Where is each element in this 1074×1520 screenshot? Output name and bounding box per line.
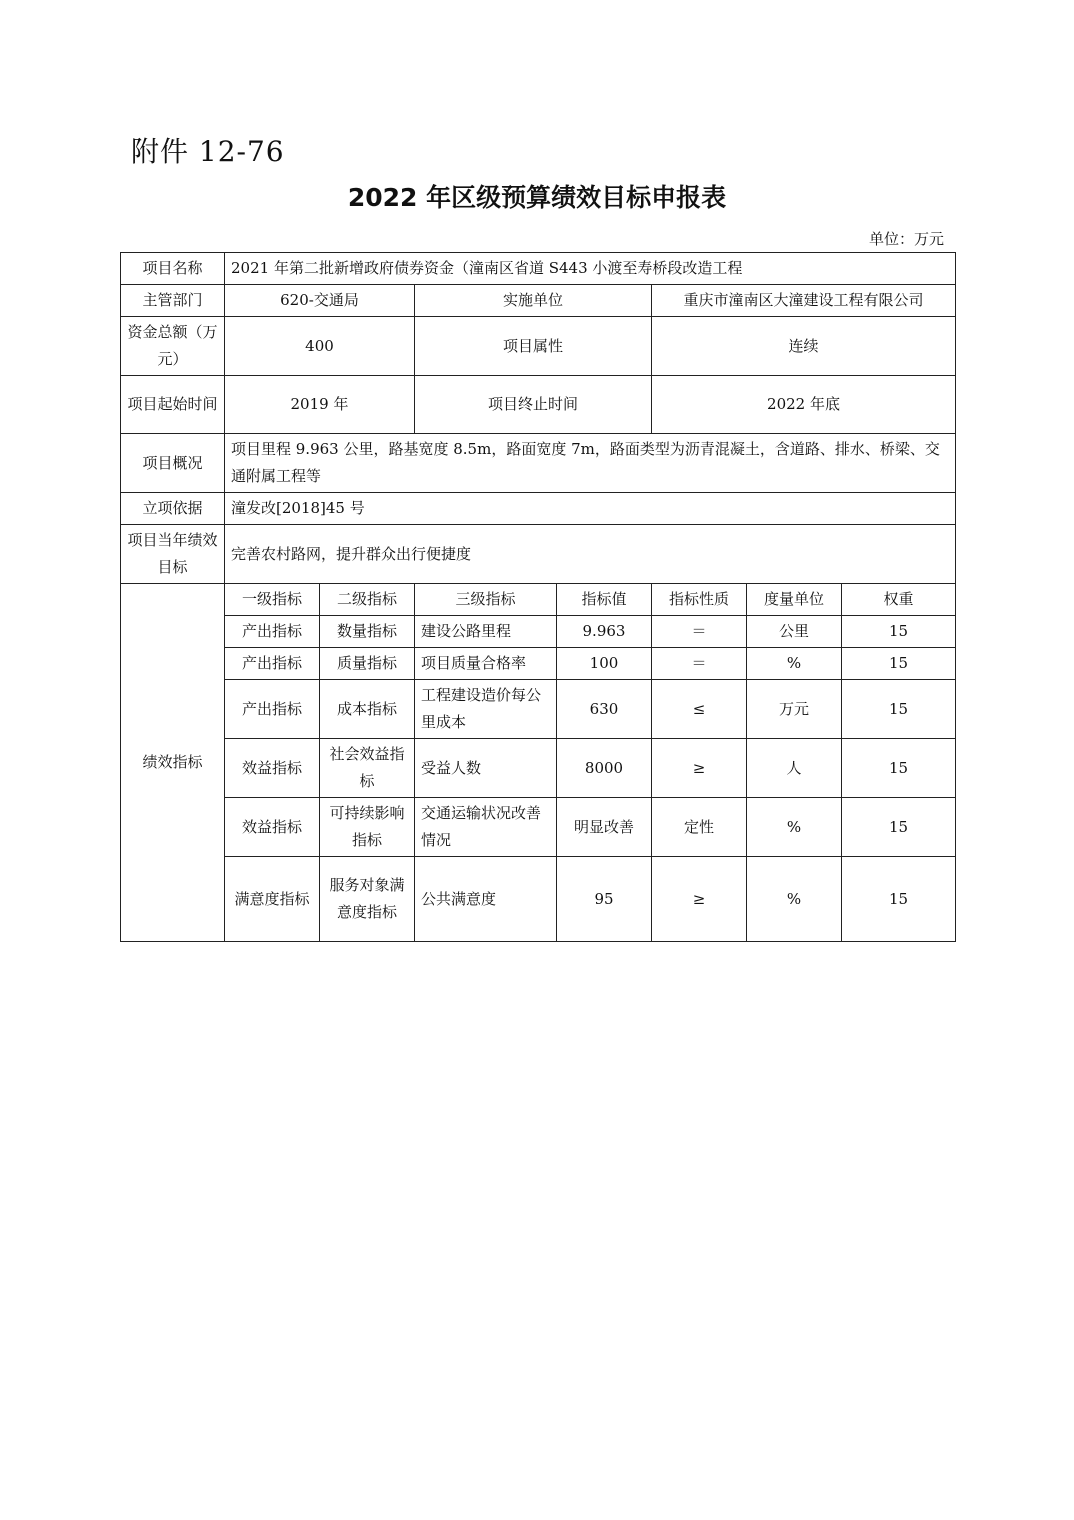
nature-cell: ≥ <box>652 857 747 942</box>
level3-cell: 交通运输状况改善情况 <box>415 798 557 857</box>
level2-cell: 服务对象满意度指标 <box>320 857 415 942</box>
table-row <box>121 648 956 680</box>
indicators-section-label: 绩效指标 <box>121 584 225 942</box>
level1-cell: 产出指标 <box>225 680 320 739</box>
header-cell: 二级指标 <box>320 584 415 616</box>
value-cell: 95 <box>557 857 652 942</box>
budget-performance-table <box>120 252 956 942</box>
level3-cell: 项目质量合格率 <box>415 648 557 680</box>
unit-cell: 公里 <box>747 616 842 648</box>
dept-label: 主管部门 <box>121 285 225 317</box>
unit-cell: 万元 <box>747 680 842 739</box>
header-cell: 三级指标 <box>415 584 557 616</box>
unit-cell: 人 <box>747 739 842 798</box>
header-cell: 指标性质 <box>652 584 747 616</box>
start-label: 项目起始时间 <box>121 376 225 434</box>
weight-cell: 15 <box>842 798 956 857</box>
level1-cell: 效益指标 <box>225 739 320 798</box>
unit-cell: % <box>747 857 842 942</box>
weight-cell: 15 <box>842 616 956 648</box>
value-cell: 8000 <box>557 739 652 798</box>
level2-cell: 质量指标 <box>320 648 415 680</box>
overview-label: 项目概况 <box>121 434 225 493</box>
unit-note: 单位：万元 <box>868 230 944 248</box>
impl-value: 重庆市潼南区大潼建设工程有限公司 <box>652 285 956 317</box>
value-cell: 100 <box>557 648 652 680</box>
header-cell: 权重 <box>842 584 956 616</box>
project-name-label: 项目名称 <box>121 253 225 285</box>
weight-cell: 15 <box>842 857 956 942</box>
level2-cell: 成本指标 <box>320 680 415 739</box>
overview-value: 项目里程 9.963 公里，路基宽度 8.5m，路面宽度 7m，路面类型为沥青混凝土，含道路、排水、桥梁、交通附属工程等 <box>225 434 956 493</box>
goal-label: 项目当年绩效目标 <box>121 525 225 584</box>
end-label: 项目终止时间 <box>415 376 652 434</box>
start-value: 2019 年 <box>225 376 415 434</box>
weight-cell: 15 <box>842 648 956 680</box>
attr-label: 项目属性 <box>415 317 652 376</box>
goal-value: 完善农村路网，提升群众出行便捷度 <box>225 525 956 584</box>
project-name-value: 2021 年第二批新增政府债券资金（潼南区省道 S443 小渡至寿桥段改造工程 <box>225 253 956 285</box>
level2-cell: 可持续影响指标 <box>320 798 415 857</box>
table-row <box>121 798 956 857</box>
value-cell: 9.963 <box>557 616 652 648</box>
impl-label: 实施单位 <box>415 285 652 317</box>
nature-cell: ≥ <box>652 739 747 798</box>
fund-label: 资金总额（万元） <box>121 317 225 376</box>
level2-cell: 数量指标 <box>320 616 415 648</box>
basis-label: 立项依据 <box>121 493 225 525</box>
level1-cell: 满意度指标 <box>225 857 320 942</box>
nature-cell: ＝ <box>652 648 747 680</box>
end-value: 2022 年底 <box>652 376 956 434</box>
level1-cell: 效益指标 <box>225 798 320 857</box>
value-cell: 明显改善 <box>557 798 652 857</box>
basis-value: 潼发改[2018]45 号 <box>225 493 956 525</box>
nature-cell: ＝ <box>652 616 747 648</box>
page-title: 2022 年区级预算绩效目标申报表 <box>347 183 727 212</box>
header-cell: 指标值 <box>557 584 652 616</box>
level1-cell: 产出指标 <box>225 616 320 648</box>
nature-cell: 定性 <box>652 798 747 857</box>
level3-cell: 建设公路里程 <box>415 616 557 648</box>
header-cell: 一级指标 <box>225 584 320 616</box>
level2-cell: 社会效益指标 <box>320 739 415 798</box>
nature-cell: ≤ <box>652 680 747 739</box>
value-cell: 630 <box>557 680 652 739</box>
table-row <box>121 680 956 739</box>
fund-value: 400 <box>225 317 415 376</box>
unit-cell: % <box>747 648 842 680</box>
table-row <box>121 857 956 942</box>
level3-cell: 工程建设造价每公里成本 <box>415 680 557 739</box>
level1-cell: 产出指标 <box>225 648 320 680</box>
level3-cell: 公共满意度 <box>415 857 557 942</box>
header-cell: 度量单位 <box>747 584 842 616</box>
unit-cell: % <box>747 798 842 857</box>
table-row <box>121 616 956 648</box>
table-row <box>121 739 956 798</box>
weight-cell: 15 <box>842 680 956 739</box>
attr-value: 连续 <box>652 317 956 376</box>
weight-cell: 15 <box>842 739 956 798</box>
dept-value: 620-交通局 <box>225 285 415 317</box>
attachment-number: 附件 12-76 <box>131 135 285 168</box>
level3-cell: 受益人数 <box>415 739 557 798</box>
